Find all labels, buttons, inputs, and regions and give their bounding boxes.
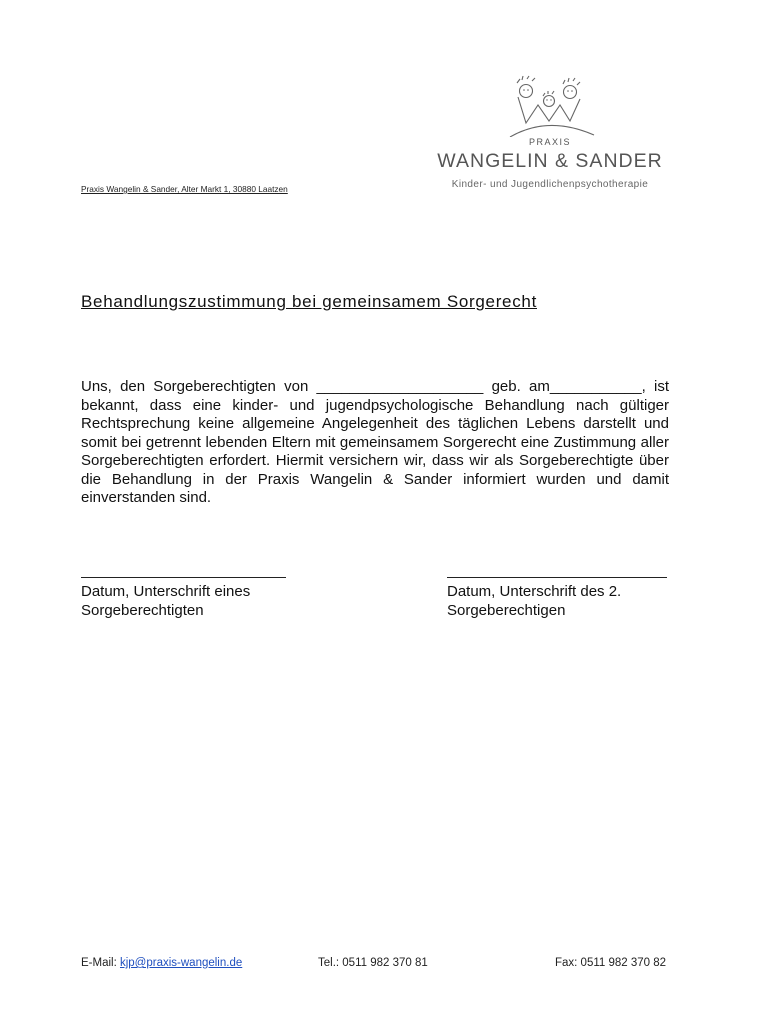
signature-block-first-guardian [81,561,286,620]
signature-caption-line2: Sorgeberechtigen [447,602,566,619]
consent-paragraph: Uns, den Sorgeberechtigten von ____________________ geb. am___________, ist bekannt, dass eine kinder- und jugendpsychologische Behandlung nach gültiger Rechtsprechung keine allgemeine Angelegenheit des täglichen Lebens darstellt und somit bei getrennt lebenden Eltern mit gemeinsamem Sorgerecht eine Zustimmung aller Sorgeberechtigten erfordert. Hiermit versichern wir, dass wir als Sorgeberechtigte über die Behandlung in der Praxis Wangelin & Sander informiert wurden und damit einverstanden sind. [81,378,669,506]
practice-logo [430,75,670,200]
signature-caption-line1: Datum, Unterschrift des 2. [447,583,622,600]
signature-caption-line2: Sorgeberechtigten [81,602,204,619]
footer-email [81,957,242,969]
signature-line[interactable] [447,561,667,578]
signature-block-second-guardian [447,561,667,620]
document-title: Behandlungszustimmung bei gemeinsamem Sorgerecht [81,292,537,311]
logo-praxis-label: PRAXIS [528,137,571,147]
signature-line[interactable] [81,561,286,578]
children-logo-icon [508,75,598,137]
logo-brand-name: WANGELIN & SANDER [437,150,663,172]
email-link[interactable]: kjp@praxis-wangelin.de [119,957,243,969]
footer-email-label: E-Mail: [81,957,120,969]
sender-address-line: Praxis Wangelin & Sander, Alter Markt 1, 30880 Laatzen [81,184,288,194]
footer-fax: Fax: 0511 982 370 82 [555,957,667,969]
footer-phone: Tel.: 0511 982 370 81 [318,957,428,969]
logo-subtitle: Kinder- und Jugendlichenpsychotherapie [451,179,649,190]
signature-caption-line1: Datum, Unterschrift eines [81,583,251,600]
